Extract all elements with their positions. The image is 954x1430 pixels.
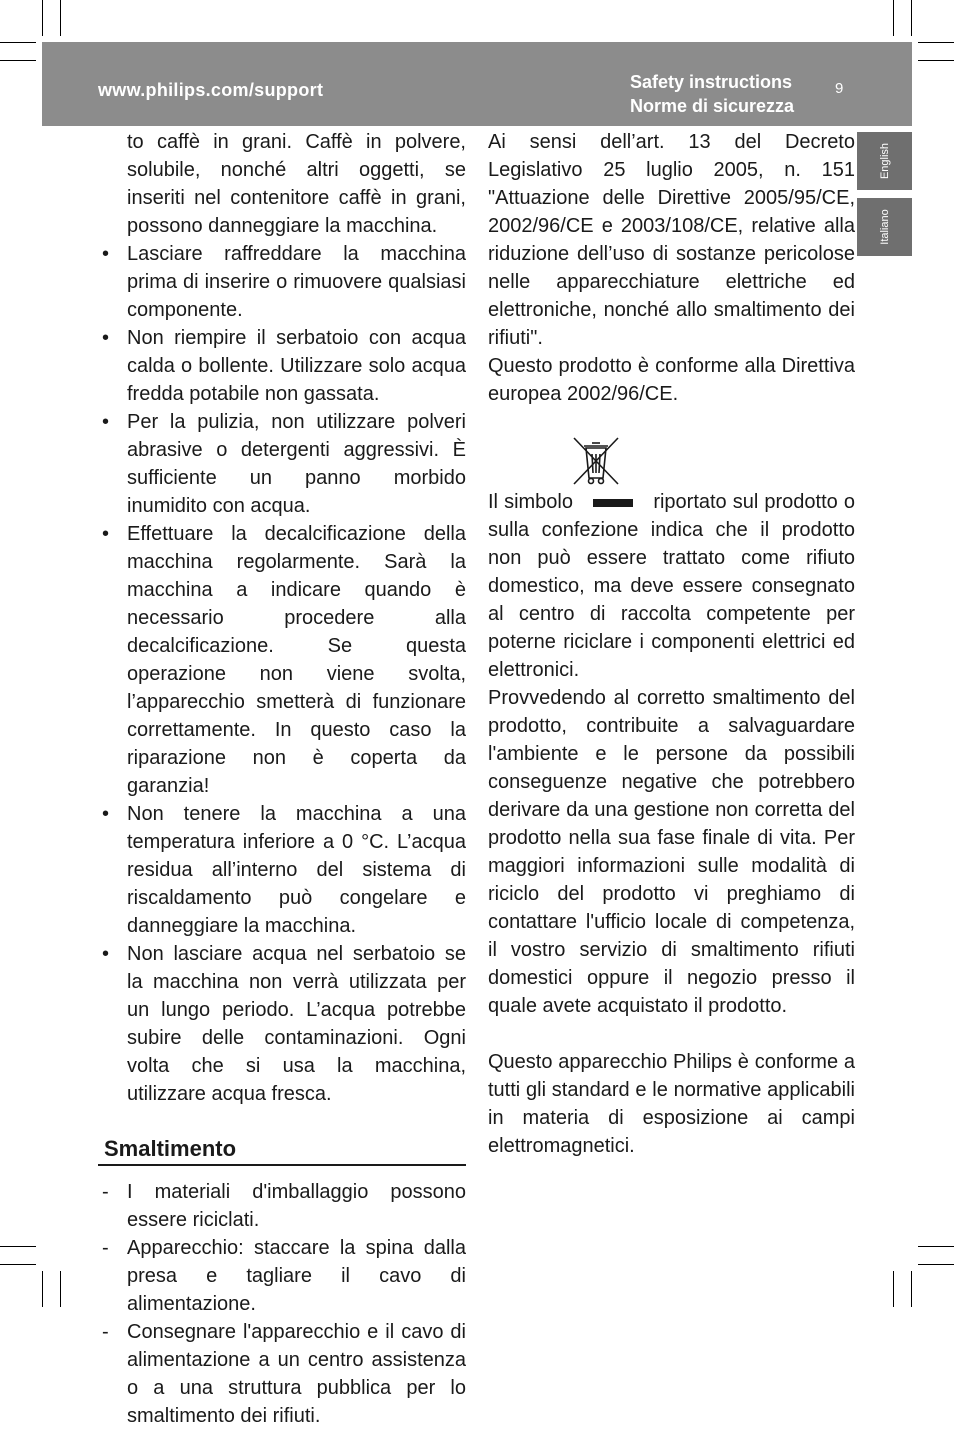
list-item <box>98 1234 466 1318</box>
list-item <box>98 1178 466 1234</box>
tab-english[interactable] <box>857 132 912 190</box>
safety-bullet-list <box>98 240 466 1108</box>
tab-english-label: English <box>878 142 891 180</box>
tab-italiano[interactable] <box>857 198 912 256</box>
list-item-text: Effettuare la decalcificazione della macchina regolarmente. Sarà la macchina a indicare quando è necessario procedere alla decalcificazione. Se questa operazione non viene svolta, l’apparecchio smetterà di funzionare correttamente. In questo caso la riparazione non è coperta da garanzia! <box>127 523 466 797</box>
list-item-text: Non lasciare acqua nel serbatoio se la macchina non verrà utilizzata per un lungo periodo. L’acqua potrebbe subire delle contaminazioni. Ogni volta che si usa la macchina, utilizzare acqua fresca. <box>127 943 466 1105</box>
left-column <box>98 128 466 1430</box>
list-item-text: Non riempire il serbatoio con acqua calda o bollente. Utilizzare solo acqua fredda potabile non gassata. <box>127 327 466 405</box>
tab-italiano-label: Italiano <box>878 209 891 245</box>
support-url[interactable]: www.philips.com/support <box>98 80 324 100</box>
page-header <box>42 42 912 126</box>
list-item <box>98 408 466 520</box>
bullet-marker: • <box>102 803 110 825</box>
bullet-marker: • <box>102 327 110 349</box>
list-item <box>98 520 466 800</box>
list-item <box>98 940 466 1108</box>
list-item-text: I materiali d'imballaggio possono essere riciclati. <box>127 1181 466 1231</box>
list-item <box>98 324 466 408</box>
intro-paragraph: to caffè in grani. Caffè in polvere, solubile, nonché altri oggetti, se inseriti nel contenitore caffè in grani, possono danneggiare la macchina. <box>127 131 466 237</box>
symbol-text-after: riportato sul prodotto o sulla confezione indica che il prodotto non può essere trattato come rifiuto domestico, ma deve essere consegnato al centro di raccolta competente per poterne riciclare i componenti elettrici ed elettronici. <box>488 491 855 681</box>
bullet-marker: • <box>102 523 110 545</box>
spacer <box>488 1020 855 1048</box>
directive-paragraph: Questo prodotto è conforme alla Direttiva europea 2002/96/CE. <box>488 355 855 405</box>
disposal-dash-list <box>98 1178 466 1430</box>
page-number: 9 <box>835 80 844 97</box>
weee-symbol-row <box>488 436 855 488</box>
header-titles <box>630 70 830 118</box>
emf-paragraph: Questo apparecchio Philips è conforme a tutti gli standard e le normative applicabili in materia di esposizione ai campi elettromagnetici. <box>488 1051 855 1157</box>
list-item-text: Per la pulizia, non utilizzare polveri abrasive o detergenti aggressivi. È sufficiente un panno morbido inumidito con acqua. <box>127 411 466 517</box>
header-title-english: Safety instructions <box>630 72 793 92</box>
list-item-text: Lasciare raffreddare la macchina prima di inserire o rimuovere qualsiasi componente. <box>127 243 466 321</box>
list-item-text: Apparecchio: staccare la spina dalla presa e tagliare il cavo di alimentazione. <box>127 1237 466 1315</box>
list-item-text: Consegnare l'apparecchio e il cavo di alimentazione a un centro assistenza o a una struttura pubblica per lo smaltimento dei rifiuti. <box>127 1321 466 1427</box>
bullet-marker: • <box>102 943 110 965</box>
section-title-smaltimento: Smaltimento <box>98 1134 466 1166</box>
legal-paragraph: Ai sensi dell’art. 13 del Decreto Legislativo 25 luglio 2005, n. 151 "Attuazione delle Direttive 2005/95/CE, 2002/96/CE e 2003/108/CE, relative alla riduzione dell’uso di sostanze pericolose nelle apparecchiature elettriche ed elettroniche, nonché allo smaltimento dei rifiuti". <box>488 131 855 349</box>
dash-marker: - <box>102 1321 109 1343</box>
list-item-text: Non tenere la macchina a una temperatura inferiore a 0 °C. L’acqua residua all’interno del sistema di riscaldamento può congelare e danneggiare la macchina. <box>127 803 466 937</box>
dash-marker: - <box>102 1237 109 1259</box>
symbol-paragraph <box>488 488 855 684</box>
symbol-text-before: Il simbolo <box>488 491 573 513</box>
list-item <box>98 800 466 940</box>
list-item <box>98 240 466 324</box>
disposal-info-paragraph: Provvedendo al corretto smaltimento del prodotto, contribuite a salvaguardare l'ambiente e le persone da possibili conseguenze negative che potrebbero derivare da una gestione non corretta del prodotto nella sua fase finale di vita. Per maggiori informazioni sulle modalità di riciclo del prodotto vi preghiamo di contattare l'ufficio locale di competenza, il vostro servizio di smaltimento rifiuti domestici oppure il negozio presso il quale avete acquistato il prodotto. <box>488 687 855 1017</box>
list-item <box>98 1318 466 1430</box>
bullet-marker: • <box>102 411 110 433</box>
header-title-italian: Norme di sicurezza <box>630 96 795 116</box>
dash-marker: - <box>102 1181 109 1203</box>
bullet-marker: • <box>102 243 110 265</box>
weee-bar-icon <box>593 499 633 507</box>
crossed-out-wheelie-bin-icon <box>570 436 622 488</box>
right-column <box>488 128 855 1160</box>
